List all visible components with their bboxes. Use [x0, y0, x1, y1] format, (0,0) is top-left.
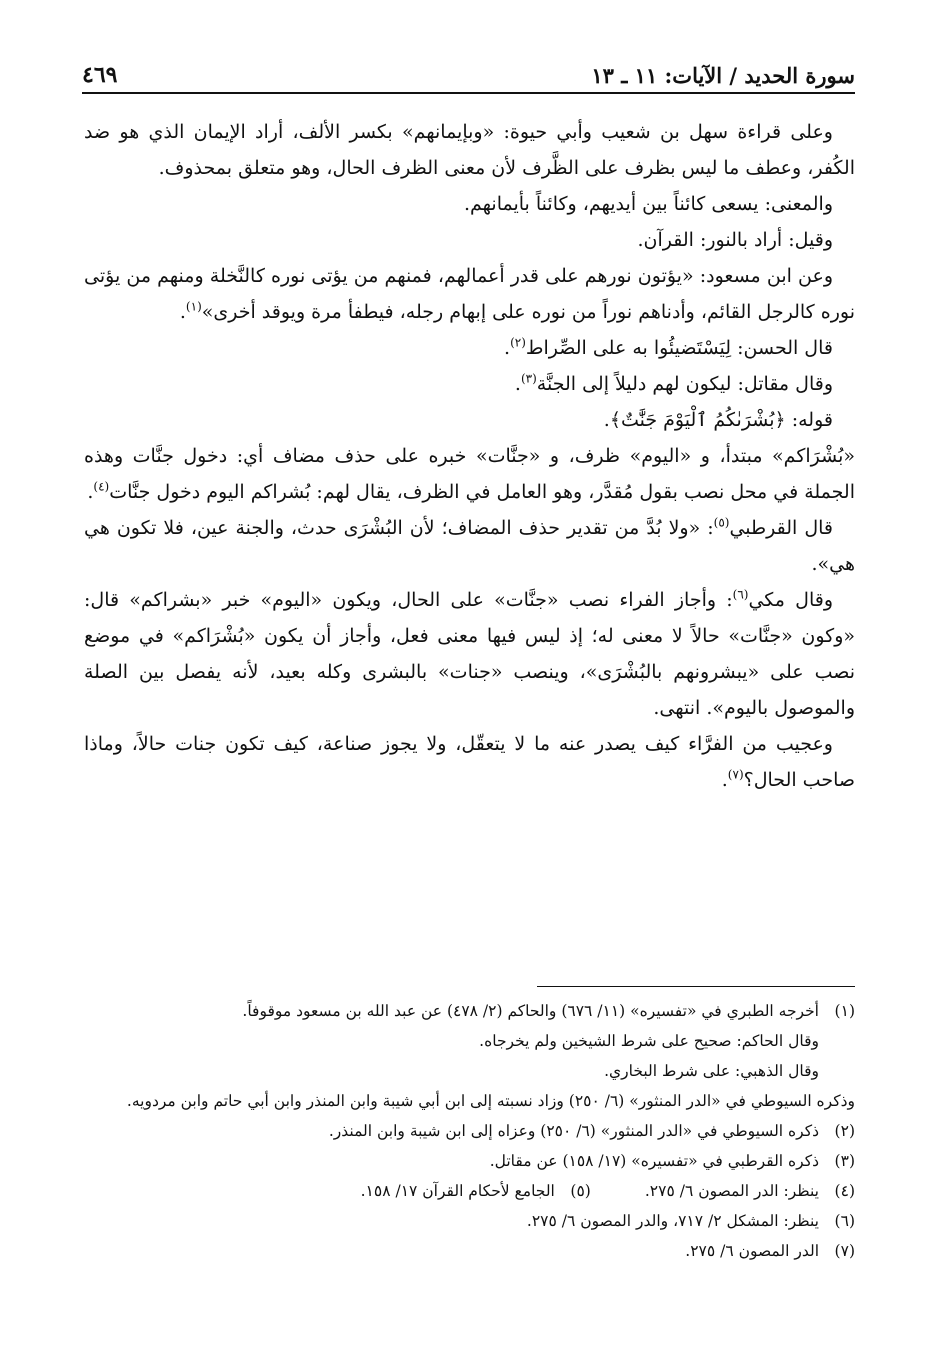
running-title: سورة الحديد / الآيات: ١١ ـ ١٣ — [591, 63, 855, 88]
paragraph: وقيل: أراد بالنور: القرآن. — [637, 229, 833, 251]
footnote-number: (١) — [834, 1002, 855, 1020]
paragraph: قال الحسن: لِيَسْتَضيئُوا به على الصِّراط$^{(٢)}$. — [504, 335, 833, 359]
paragraph: وقال مقاتل: ليكون لهم دليلاً إلى الجنَّة$^{(٣)}$. — [514, 371, 833, 395]
footnote-ref[interactable]: (٧) — [727, 767, 744, 782]
footnote-text: أخرجه الطبري في «تفسيره» (١١/ ٦٧٦) والحاكم (٢/ ٤٧٨) عن عبد الله بن مسعود موقوفاً. — [242, 1002, 819, 1020]
footnotes — [84, 996, 855, 1266]
footnote-number: (٧) — [834, 1242, 855, 1260]
paragraph: وعلى قراءة سهل بن شعيب وأبي حيوة: «وبإيمانهم» بكسر الألف، أراد الإيمان الذي هو ضد الكُفر، وعطف ما ليس بظرف على الظَّرف لأن معنى الظرف الحال، وهو متعلق بمحذوف. — [84, 121, 855, 179]
footnote-ref[interactable]: (٢) — [510, 335, 526, 350]
footnote — [84, 1236, 855, 1266]
paragraph: قوله: ﴿بُشْرَىٰكُمُ ٱلْيَوْمَ جَنَّٰتٌ﴾. — [603, 409, 833, 431]
footnote-number: (٢) — [834, 1122, 855, 1140]
footnote-ref[interactable]: (٥) — [713, 515, 730, 530]
footnote — [84, 1116, 855, 1146]
paragraph: قال القرطبي$^{(٥)}$: «ولا بُدَّ من تقدير حذف المضاف؛ لأن البُشْرَى حدث، والجنة عين، فلا تكون هي هي». — [84, 515, 855, 575]
page-number: ٤٦٩ — [82, 62, 118, 88]
footnote-text: وذكره السيوطي في «الدر المنثور» (٦/ ٢٥٠) وزاد نسبته إلى ابن أبي شيبة وابن المنذر وابن أبي حاتم وابن مردويه. — [126, 1092, 855, 1110]
page-header — [82, 52, 855, 94]
footnote-text: وقال الحاكم: صحيح على شرط الشيخين ولم يخرجاه. — [479, 1032, 819, 1050]
footnote-divider — [537, 986, 855, 987]
footnote-number: (٥) — [570, 1182, 591, 1200]
footnote — [645, 1176, 855, 1206]
footnote-text: الدر المصون ٦/ ٢٧٥. — [685, 1242, 819, 1260]
footnote-ref[interactable]: (٣) — [520, 371, 537, 386]
footnote-number: (٦) — [834, 1212, 855, 1230]
footnote — [361, 1176, 591, 1206]
footnote — [84, 1206, 855, 1236]
footnote-ref[interactable]: (٦) — [732, 587, 749, 602]
footnote-ref[interactable]: (٤) — [93, 479, 110, 494]
footnote-row — [84, 1176, 855, 1206]
footnote-text: ذكره السيوطي في «الدر المنثور» (٦/ ٢٥٠) وعزاه إلى ابن شيبة وابن المنذر. — [328, 1122, 819, 1140]
footnote — [84, 996, 855, 1026]
footnote-number: (٣) — [834, 1152, 855, 1170]
footnote-continuation — [84, 1056, 855, 1086]
footnote-number: (٤) — [834, 1182, 855, 1200]
footnote-continuation — [84, 1026, 855, 1056]
footnote-continuation — [84, 1086, 855, 1116]
footnote-text: الجامع لأحكام القرآن ١٧/ ١٥٨. — [360, 1182, 555, 1200]
paragraph: وعن ابن مسعود: «يؤتون نورهم على قدر أعمالهم، فمنهم من يؤتى نوره كالنَّخلة ومنهم من يؤتى نوره كالرجل القائم، وأدناهم نوراً من نوره على إبهام رجله، فيطفأ مرة ويوقد أخرى»$^{(١)}$. — [84, 265, 855, 323]
footnote-text: ذكره القرطبي في «تفسيره» (١٧/ ١٥٨) عن مقاتل. — [489, 1152, 819, 1170]
paragraph: والمعنى: يسعى كائناً بين أيديهم، وكائناً بأيمانهم. — [463, 193, 833, 215]
paragraph: وعجيب من الفرَّاء كيف يصدر عنه ما لا يتعقّل، ولا يجوز صناعة، كيف تكون جنات حالاً، وماذا صاحب الحال؟$^{(٧)}$. — [84, 733, 855, 791]
footnote-text: ينظر: الدر المصون ٦/ ٢٧٥. — [644, 1182, 819, 1200]
footnote-ref[interactable]: (١) — [185, 299, 202, 314]
footnote-text: وقال الذهبي: على شرط البخاري. — [604, 1062, 819, 1080]
paragraph: «بُشْرَاكم» مبتدأ، و «اليوم» ظرف، و «جنَّات» خبره على حذف مضاف أي: دخول جنَّات وهذه الجملة في محل نصب بقول مُقدَّر، وهو العامل في الظرف، يقال لهم: بُشراكم اليوم دخول جنَّات$^{(٤)}$. — [84, 445, 855, 503]
footnote-text: ينظر: المشكل ٢/ ٧١٧، والدر المصون ٦/ ٢٧٥. — [526, 1212, 819, 1230]
footnote — [84, 1146, 855, 1176]
paragraph: وقال مكي$^{(٦)}$: وأجاز الفراء نصب «جنَّات» على الحال، ويكون «اليوم» خبر «بشراكم» قال: «وكون «جنَّات» حالاً لا معنى له؛ إذ ليس فيها معنى فعل، وأجاز أن يكون «بُشْرَاكم» في موضع نصب على «يبشرونهم بالبُشْرَى»، وينصب «جنات» بالبشرى وكله بعيد، لأنه يفصل بين الصلة والموصول باليوم». انتهى. — [84, 587, 855, 719]
main-text — [84, 114, 855, 798]
